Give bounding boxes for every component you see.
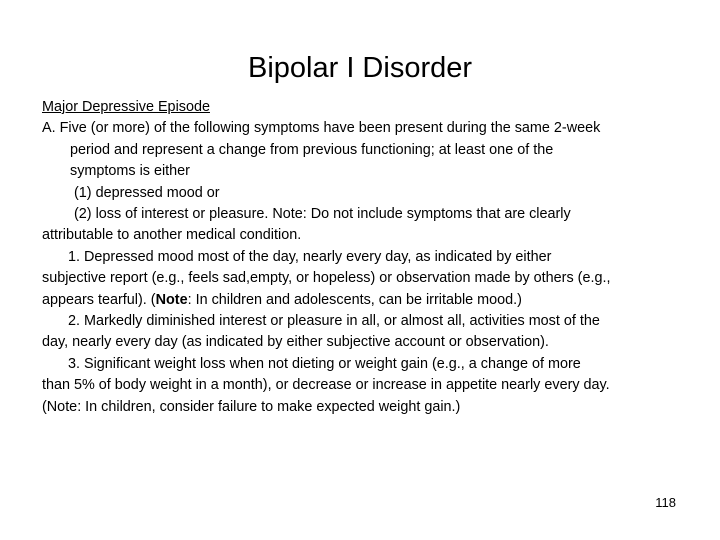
- symptom-3-line-1: 3. Significant weight loss when not dieting or weight gain (e.g., a change of more: [68, 355, 581, 372]
- criterion-a-line-1: A. Five (or more) of the following symptoms have been present during the same 2-week: [42, 120, 601, 137]
- page-number: 118: [655, 495, 676, 510]
- option-loss-of-interest-continued: attributable to another medical condition.: [42, 227, 302, 244]
- option-depressed-mood: (1) depressed mood or: [74, 184, 220, 201]
- symptom-3-line-2: than 5% of body weight in a month), or decrease or increase in appetite nearly every day.: [42, 377, 610, 394]
- symptom-1-line-3: [42, 290, 682, 311]
- symptom-1-line-1: 1. Depressed mood most of the day, nearly every day, as indicated by either: [68, 248, 552, 265]
- option-loss-of-interest: (2) loss of interest or pleasure. Note: Do not include symptoms that are clearly: [74, 206, 571, 223]
- symptom-1-line-3-suffix: : In children and adolescents, can be irritable mood.): [187, 291, 522, 308]
- symptom-3-line-3: (Note: In children, consider failure to make expected weight gain.): [42, 398, 461, 415]
- symptom-1-line-3-prefix: appears tearful). (: [42, 291, 156, 308]
- slide-title: Bipolar I Disorder: [247, 52, 473, 84]
- symptom-2-line-1: 2. Markedly diminished interest or pleasure in all, or almost all, activities most of the: [68, 313, 600, 330]
- section-heading: Major Depressive Episode: [42, 99, 210, 115]
- slide-body: [42, 97, 682, 418]
- symptom-1-line-2: subjective report (e.g., feels sad,empty, or hopeless) or observation made by others (e.g.,: [42, 270, 611, 287]
- criterion-a-line-2: period and represent a change from previous functioning; at least one of the: [70, 141, 554, 158]
- criterion-a-line-3: symptoms is either: [70, 163, 190, 180]
- note-label-bold: Note: [155, 291, 188, 308]
- symptom-2-line-2: day, nearly every day (as indicated by either subjective account or observation).: [42, 334, 549, 351]
